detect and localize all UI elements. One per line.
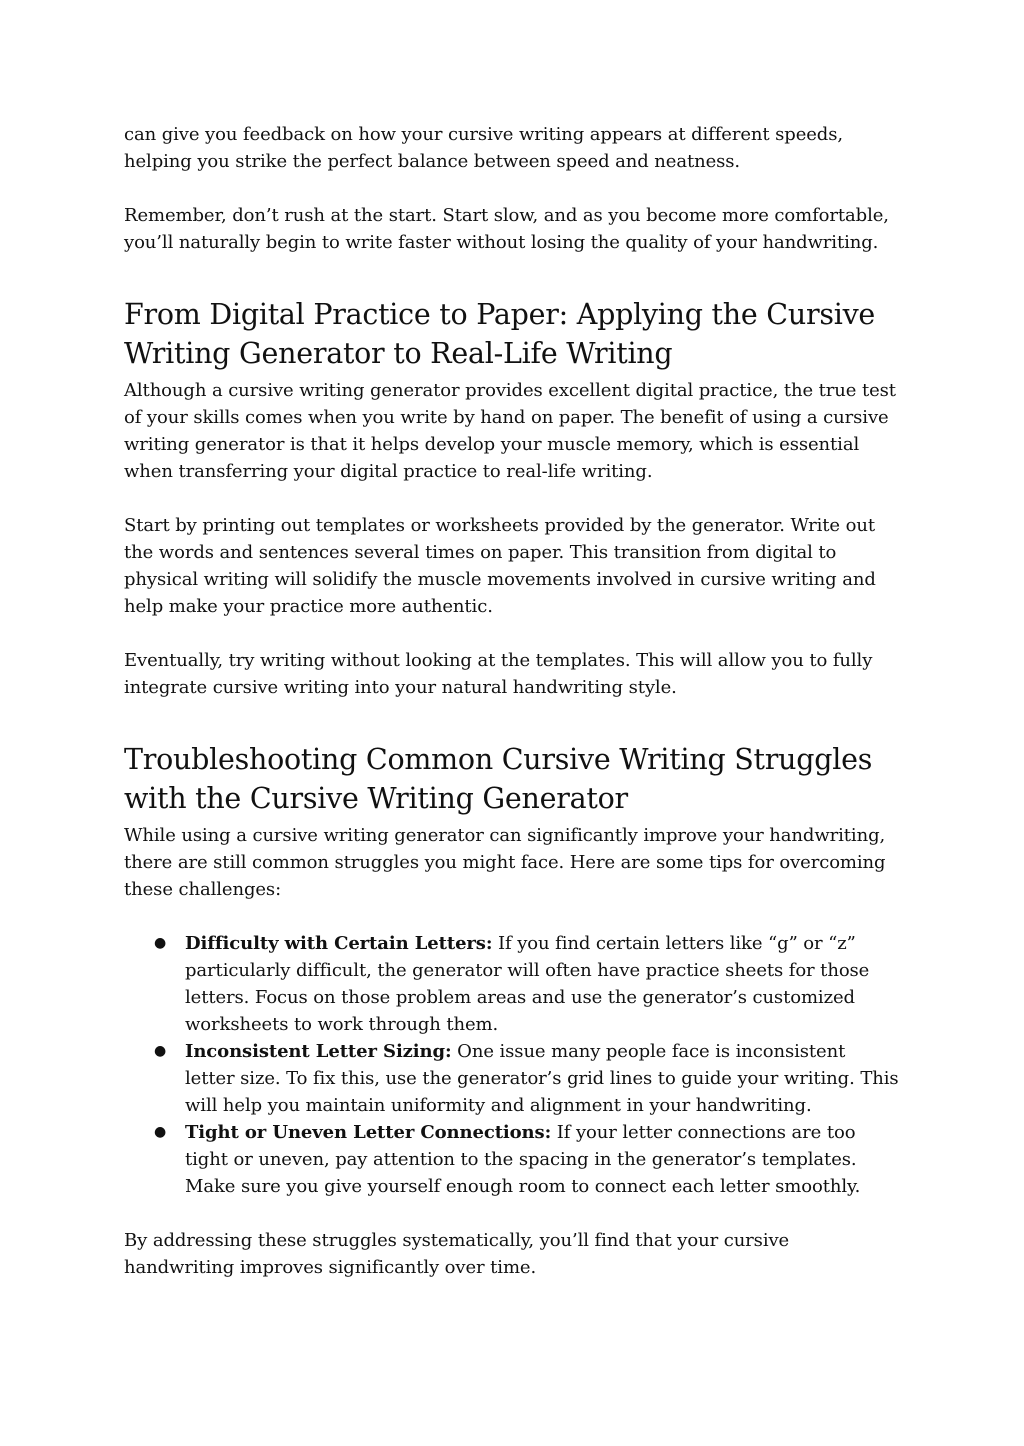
list-item bbox=[124, 1038, 899, 1119]
section-heading-digital-to-paper: From Digital Practice to Paper: Applying the Cursive Writing Generator to Real-Life Writing bbox=[124, 298, 876, 370]
paragraph-speed-feedback: can give you feedback on how your cursive writing appears at different speeds, helping you strike the perfect balance between speed and neatness. bbox=[124, 124, 843, 172]
list-item-text: If you find certain letters like “g” or “z” particularly difficult, the generator will often have practice sheets for those letters. Focus on those problem areas and use the generator’s customized worksheets to work through them. bbox=[185, 933, 870, 1035]
paragraph-true-test: Although a cursive writing generator provides excellent digital practice, the true test of your skills comes when you write by hand on paper. The benefit of using a cursive writing generator is that it helps develop your muscle memory, which is essential when transferring your digital practice to real-life writing. bbox=[124, 380, 896, 482]
bullet-icon: ● bbox=[154, 1043, 167, 1059]
list-item-title: Difficulty with Certain Letters: bbox=[185, 933, 493, 954]
struggles-list bbox=[124, 930, 899, 1200]
list-item-title: Inconsistent Letter Sizing: bbox=[185, 1041, 452, 1062]
paragraph-printing-templates: Start by printing out templates or worksheets provided by the generator. Write out the words and sentences several times on paper. This transition from digital to physical writing will solidify the muscle movements involved in cursive writing and help make your practice more authentic. bbox=[124, 515, 876, 617]
list-item-title: Tight or Uneven Letter Connections: bbox=[185, 1122, 552, 1143]
list-item-text: One issue many people face is inconsistent letter size. To fix this, use the generator’s grid lines to guide your writing. This will help you maintain uniformity and alignment in your handwriting. bbox=[185, 1041, 899, 1116]
paragraph-dont-rush: Remember, don’t rush at the start. Start slow, and as you become more comfortable, you’ll naturally begin to write faster without losing the quality of your handwriting. bbox=[124, 205, 889, 253]
document-page bbox=[124, 121, 899, 1281]
section-heading-troubleshooting: Troubleshooting Common Cursive Writing Struggles with the Cursive Writing Generator bbox=[124, 743, 873, 815]
paragraph-without-templates: Eventually, try writing without looking at the templates. This will allow you to fully integrate cursive writing into your natural handwriting style. bbox=[124, 650, 873, 698]
bullet-icon: ● bbox=[154, 935, 167, 951]
list-item bbox=[124, 930, 899, 1038]
paragraph-troubleshooting-intro: While using a cursive writing generator can significantly improve your handwriting, there are still common struggles you might face. Here are some tips for overcoming these challenges: bbox=[124, 825, 886, 900]
list-item-text: If your letter connections are too tight or uneven, pay attention to the spacing in the generator’s templates. Make sure you give yourself enough room to connect each letter smoothly. bbox=[185, 1122, 861, 1197]
bullet-icon: ● bbox=[154, 1124, 167, 1140]
paragraph-closing: By addressing these struggles systematically, you’ll find that your cursive handwriting improves significantly over time. bbox=[124, 1230, 790, 1278]
list-item bbox=[124, 1119, 899, 1200]
